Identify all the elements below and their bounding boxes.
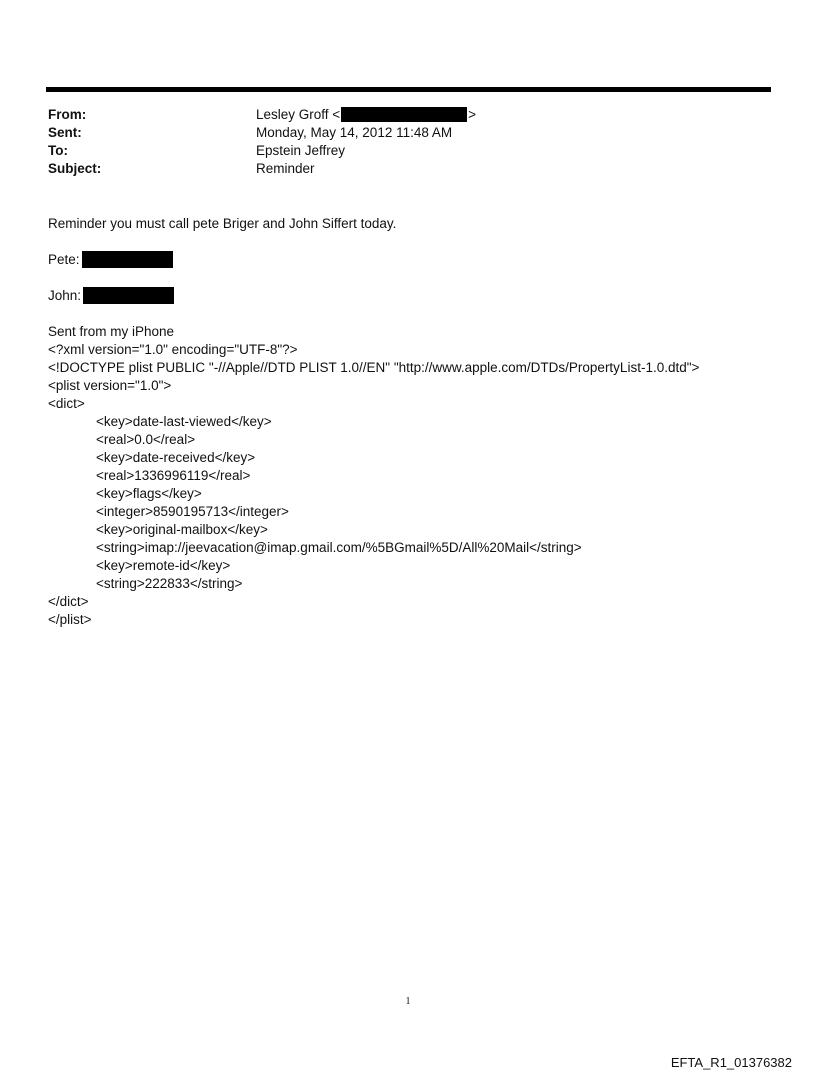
subject-value: Reminder (256, 161, 315, 176)
redacted-pete-number (82, 251, 173, 268)
from-label: From: (48, 107, 87, 122)
pete-line (48, 251, 173, 269)
to-label: To: (48, 143, 68, 158)
xml-line: <?xml version="1.0" encoding="UTF-8"?> (48, 342, 298, 357)
xml-line: <key>remote-id</key> (96, 558, 231, 573)
xml-line: <key>date-last-viewed</key> (96, 414, 272, 429)
to-row (48, 142, 748, 160)
xml-line: <key>date-received</key> (96, 450, 256, 465)
xml-line: <key>original-mailbox</key> (96, 522, 268, 537)
john-line (48, 287, 174, 305)
from-row (48, 106, 748, 124)
xml-line: </plist> (48, 612, 92, 627)
email-header (48, 106, 748, 178)
redacted-john-number (83, 287, 174, 304)
page-number: 1 (405, 996, 411, 1007)
body-line-reminder: Reminder you must call pete Briger and John Siffert today. (48, 216, 397, 231)
xml-line: <key>flags</key> (96, 486, 202, 501)
xml-line: <string>imap://jeevacation@imap.gmail.com/%5BGmail%5D/All%20Mail</string> (96, 540, 582, 555)
xml-line: <plist version="1.0"> (48, 378, 172, 393)
xml-line: </dict> (48, 594, 89, 609)
pete-label: Pete: (48, 252, 80, 267)
xml-line: <!DOCTYPE plist PUBLIC "-//Apple//DTD PLIST 1.0//EN" "http://www.apple.com/DTDs/PropertyList-1.0.dtd"> (48, 360, 700, 375)
xml-line: <real>1336996119</real> (96, 468, 251, 483)
from-close-bracket: > (468, 107, 477, 122)
xml-line: <dict> (48, 396, 85, 411)
redacted-email-block (341, 107, 467, 122)
header-divider-rule (46, 87, 771, 92)
xml-line: <real>0.0</real> (96, 432, 196, 447)
sent-row (48, 124, 748, 142)
sent-value: Monday, May 14, 2012 11:48 AM (256, 125, 453, 140)
sent-label: Sent: (48, 125, 82, 140)
john-label: John: (48, 288, 82, 303)
subject-label: Subject: (48, 161, 102, 176)
xml-line: <string>222833</string> (96, 576, 243, 591)
bates-number: EFTA_R1_01376382 (670, 1055, 792, 1070)
subject-row (48, 160, 748, 178)
plist-metadata-block (48, 323, 699, 629)
from-name: Lesley Groff < (256, 107, 341, 122)
from-value (256, 106, 476, 124)
signature-line: Sent from my iPhone (48, 324, 175, 339)
to-value: Epstein Jeffrey (256, 143, 346, 158)
xml-line: <integer>8590195713</integer> (96, 504, 289, 519)
